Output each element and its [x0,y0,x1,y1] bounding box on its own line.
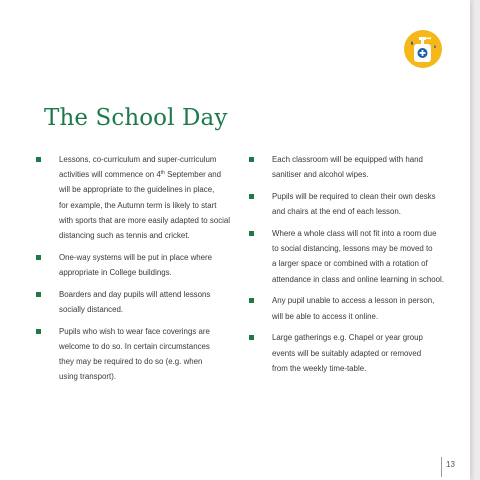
bullet-square [36,292,41,297]
list-item: Boarders and day pupils will attend lessons socially distanced. [36,287,224,317]
list-item: One-way systems will be put in place where appropriate in College buildings. [36,250,224,280]
list-item: Pupils who wish to wear face coverings are welcome to do so. In certain circumstances they may be required to do so (e.g. when using transport). [36,324,224,385]
left-bullet-list [36,152,231,391]
list-item: Large gatherings e.g. Chapel or year group events will be suitably adapted or removed from the weekly time-table. [249,330,441,376]
bullet-square [249,335,254,340]
bullet-square [36,255,41,260]
bullet-square [36,329,41,334]
bullet-square [249,157,254,162]
bullet-square [249,194,254,199]
right-bullet-list [249,152,444,383]
list-item: Lessons, co-curriculum and super-curriculum activities will commence on 4th September and will be appropriate to the guidelines in place, for example, the Autumn term is likely to start with sports that are more easily adapted to social distancing such as tennis and cricket. [36,152,224,243]
list-item: Any pupil unable to access a lesson in person, will be able to access it online. [249,293,441,323]
list-item: Where a whole class will not fit into a room due to social distancing, lessons may be moved to a larger space or combined with a rotation of attendance in class and online learning in school. [249,226,441,287]
list-item: Pupils will be required to clean their own desks and chairs at the end of each lesson. [249,189,441,219]
page-number: 13 [441,457,455,477]
hand-sanitiser-icon [404,30,442,68]
bullet-square [36,157,41,162]
page-title: The School Day [44,105,228,131]
bullet-square [249,231,254,236]
list-item: Each classroom will be equipped with hand sanitiser and alcohol wipes. [249,152,441,182]
bullet-square [249,298,254,303]
